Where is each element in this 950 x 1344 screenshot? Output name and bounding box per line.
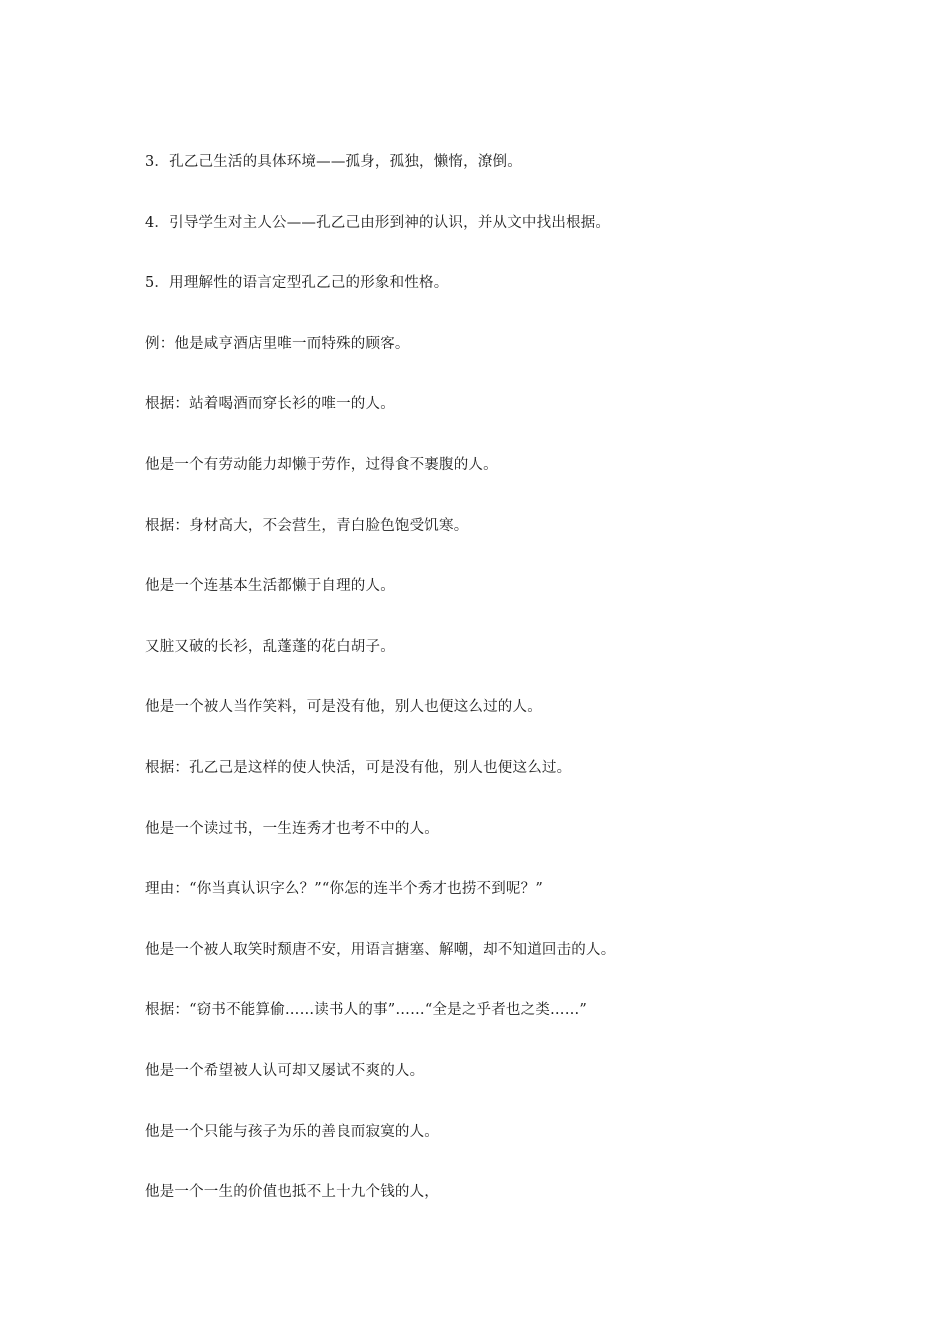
text-line: 又脏又破的长衫，乱蓬蓬的花白胡子。 xyxy=(145,638,395,655)
text-line-basis: 根据：站着喝酒而穿长衫的唯一的人。 xyxy=(145,396,395,413)
text-line-basis: 根据：孔乙己是这样的使人快活，可是没有他，别人也便这么过。 xyxy=(145,759,572,776)
text-line-basis: 根据：身材高大，不会营生，青白脸色饱受饥寒。 xyxy=(145,517,469,534)
text-line: 他是一个被人当作笑料，可是没有他，别人也便这么过的人。 xyxy=(145,699,542,716)
text-line: 他是一个被人取笑时颓唐不安，用语言搪塞、解嘲，却不知道回击的人。 xyxy=(145,941,616,958)
text-line: 他是一个希望被人认可却又屡试不爽的人。 xyxy=(145,1062,425,1079)
text-line-reason: 理由：“你当真认识字么？”“你怎的连半个秀才也捞不到呢？” xyxy=(145,881,543,898)
document-body xyxy=(145,148,845,1239)
text-line: 他是一个读过书，一生连秀才也考不中的人。 xyxy=(145,820,439,837)
text-line: 他是一个有劳动能力却懒于劳作，过得食不裹腹的人。 xyxy=(145,456,498,473)
text-line-example: 例：他是咸亨酒店里唯一而特殊的顾客。 xyxy=(145,335,410,352)
text-line: 他是一个一生的价值也抵不上十九个钱的人， xyxy=(145,1184,439,1201)
text-line-basis: 根据：“窃书不能算偷……读书人的事”……“全是之乎者也之类……” xyxy=(145,1002,588,1019)
text-line: 他是一个连基本生活都懒于自理的人。 xyxy=(145,578,395,595)
text-line-item-5: 5．用理解性的语言定型孔乙己的形象和性格。 xyxy=(145,275,449,292)
text-line-item-4: 4．引导学生对主人公——孔乙己由形到神的认识，并从文中找出根据。 xyxy=(145,214,611,231)
text-line-item-3: 3．孔乙己生活的具体环境——孤身，孤独，懒惰，潦倒。 xyxy=(145,154,522,170)
text-line: 他是一个只能与孩子为乐的善良而寂寞的人。 xyxy=(145,1123,439,1140)
